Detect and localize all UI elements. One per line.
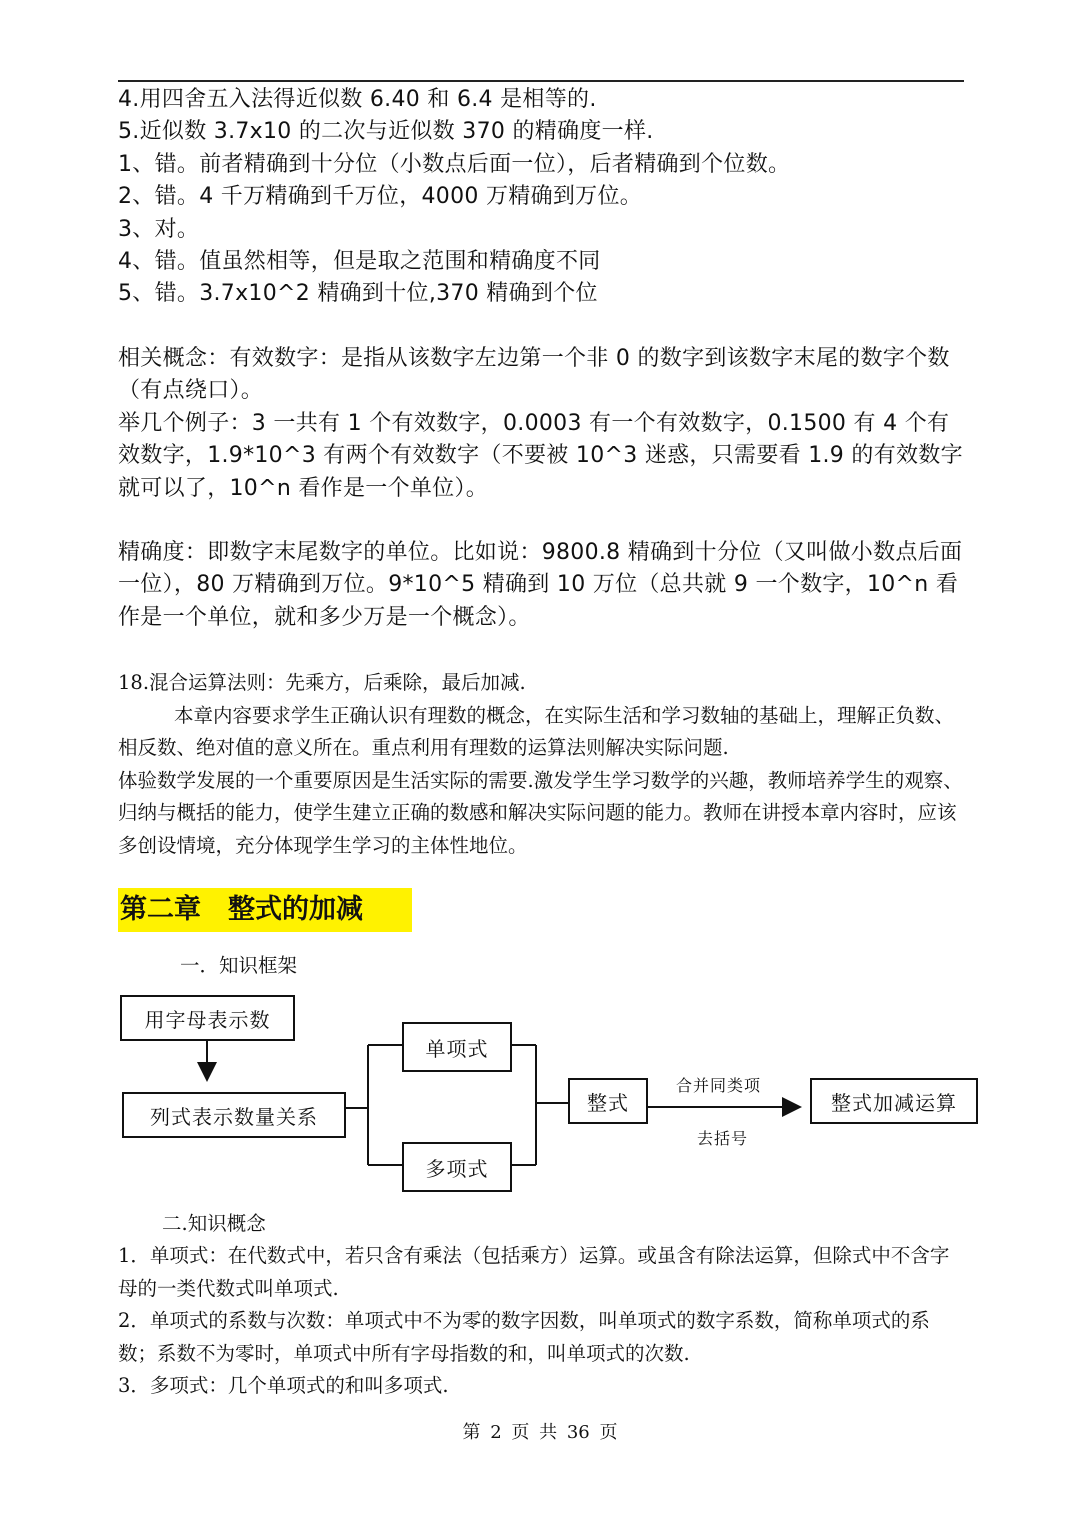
page-footer: 第 2 页 共 36 页 (462, 1422, 618, 1443)
answer-line: 2、错。4 千万精确到千万位，4000 万精确到万位。 (118, 184, 643, 210)
answer-line: 3、对。 (118, 216, 200, 242)
concepts-heading: 二.知识概念 (162, 1212, 266, 1235)
box-polynomial (402, 1142, 512, 1192)
box-expressions-label: 列式表示数量关系 (150, 1104, 318, 1129)
concept-item: 1．单项式：在代数式中，若只含有乘法（包括乘方）运算。或虽含有除法运算，但除式中不含字母的一类代数式叫单项式. (118, 1244, 950, 1300)
answer-line: 5、错。3.7x10^2 精确到十位,370 精确到个位 (118, 281, 598, 307)
concept-item: 3．多项式：几个单项式的和叫多项式. (118, 1374, 449, 1398)
box-expressions (122, 1092, 346, 1138)
box-polynomial-label: 多项式 (425, 1156, 489, 1181)
answer-line: 1、错。前者精确到十分位（小数点后面一位），后者精确到个位数。 (118, 151, 791, 177)
significant-figures-definition: 相关概念：有效数字：是指从该数字左边第一个非 0 的数字到该数字末尾的数字个数（有点绕口）。 (118, 346, 950, 404)
rule18-title: 18.混合运算法则：先乘方，后乘除，最后加减. (118, 671, 526, 694)
label-brackets: 去括号 (697, 1129, 749, 1148)
rule18-para2: 体验数学发展的一个重要原因是生活实际的需要.激发学生学习数学的兴趣，教师培养学生的观察、归纳与概括的能力，使学生建立正确的数感和解决实际问题的能力。教师在讲授本章内容时，应该多创设情境，充分体现学生学习的主体性地位。 (118, 768, 963, 857)
box-letters-label: 用字母表示数 (144, 1007, 271, 1032)
box-letters (120, 995, 295, 1041)
concept-item: 2．单项式的系数与次数：单项式中不为零的数字因数，叫单项式的数字系数，简称单项式的系数；系数不为零时，单项式中所有字母指数的和，叫单项式的次数. (118, 1309, 930, 1365)
box-monomial (402, 1022, 512, 1072)
answer-line: 4、错。值虽然相等，但是取之范围和精确度不同 (118, 249, 601, 275)
box-monomial-label: 单项式 (425, 1036, 489, 1061)
box-integral-label: 整式 (587, 1090, 629, 1115)
framework-heading: 一．知识框架 (180, 954, 298, 977)
label-combine: 合并同类项 (676, 1076, 762, 1095)
rule18-para1: 本章内容要求学生正确认识有理数的概念，在实际生活和学习数轴的基础上，理解正负数、相反数、绝对值的意义所在。重点利用有理数的运算法则解决实际问题. (118, 703, 955, 760)
box-integral (568, 1078, 648, 1124)
box-operations (810, 1078, 978, 1124)
box-operations-label: 整式加减运算 (831, 1090, 957, 1115)
answer-line: 5.近似数 3.7x10 的二次与近似数 370 的精确度一样. (118, 119, 654, 145)
chapter-title: 第二章 整式的加减 (118, 888, 412, 932)
answer-line: 4.用四舍五入法得近似数 6.40 和 6.4 是相等的. (118, 87, 597, 112)
significant-figures-examples: 举几个例子：3 一共有 1 个有效数字，0.0003 有一个有效数字，0.1500 有 4 个有效数字，1.9*10^3 有两个有效数字（不要被 10^3 迷惑，只需要看 1.9 的有效数字就可以了，10^n 看作是一个单位）。 (118, 410, 963, 501)
precision-text: 精确度：即数字末尾数字的单位。比如说：9800.8 精确到十分位（又叫做小数点后面一位），80 万精确到万位。9*10^5 精确到 10 万位（总共就 9 一个数字，10^n 看作是一个单位，就和多少万是一个概念）。 (118, 540, 963, 630)
concepts-list (118, 1240, 968, 1403)
